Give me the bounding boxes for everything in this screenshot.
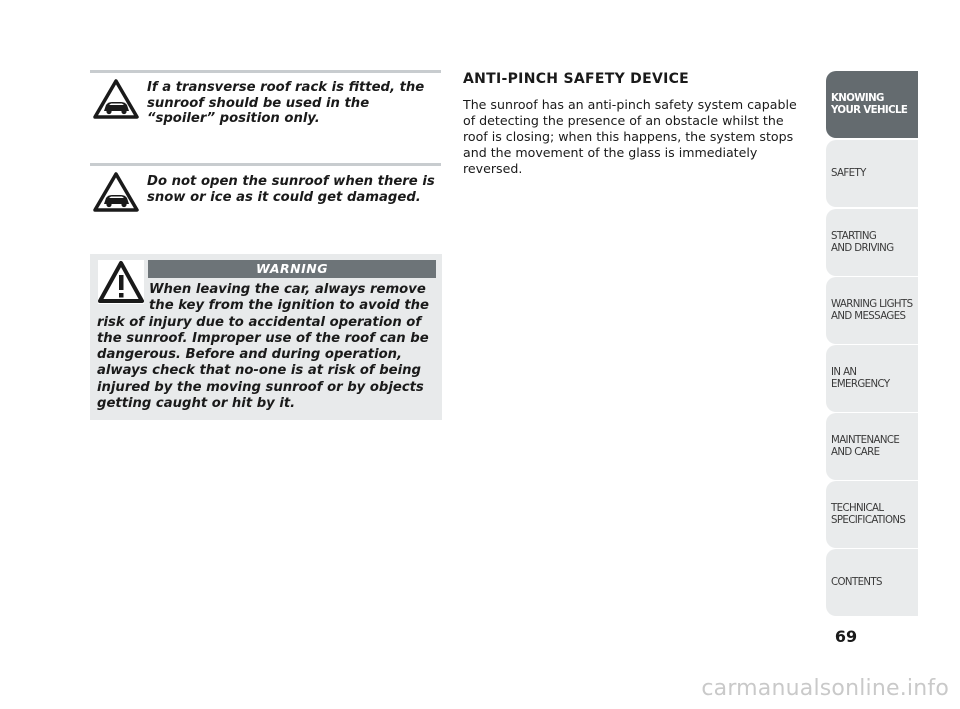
tab-warning-lights-and-messages[interactable]: WARNING LIGHTS AND MESSAGES xyxy=(826,277,918,344)
tab-contents[interactable]: CONTENTS xyxy=(826,549,918,616)
tab-starting-and-driving[interactable]: STARTING AND DRIVING xyxy=(826,209,918,276)
tab-knowing-your-vehicle[interactable]: KNOWING YOUR VEHICLE xyxy=(826,71,918,138)
note-2-text: Do not open the sunroof when there is snow or ice as it could get damaged. xyxy=(147,174,435,205)
page-number: 69 xyxy=(834,627,858,646)
note-2-rule xyxy=(90,163,441,166)
car-warning-icon xyxy=(93,171,139,213)
tab-in-an-emergency[interactable]: IN AN EMERGENCY xyxy=(826,345,918,412)
warning-label: WARNING xyxy=(148,260,436,278)
watermark: carmanualsonline.info xyxy=(701,676,949,701)
warning-box xyxy=(90,254,442,420)
section-body: The sunroof has an anti-pinch safety system capable of detecting the presence of an obstacle whilst the roof is closing; when this happens, the system stops and the movement of the glass is immediately reversed. xyxy=(463,97,797,176)
note-1-text: If a transverse roof rack is fitted, the sunroof should be used in the “spoiler” position only. xyxy=(147,80,425,127)
car-warning-icon xyxy=(93,78,139,120)
warning-text xyxy=(97,282,439,412)
tab-technical-specifications[interactable]: TECHNICAL SPECIFICATIONS xyxy=(826,481,918,548)
tab-maintenance-and-care[interactable]: MAINTENANCE AND CARE xyxy=(826,413,918,480)
note-1-rule xyxy=(90,70,441,73)
section-heading: ANTI-PINCH SAFETY DEVICE xyxy=(463,71,690,87)
warning-text-body: When leaving the car, always remove the key from the ignition to avoid the risk of injury due to accidental operation of the sunroof. Improper use of the roof can be dangerous. Before and during operation, always check that no-one is at risk of being injured by the moving sunroof or by objects getting caught or hit by it. xyxy=(97,282,429,412)
tab-safety[interactable]: SAFETY xyxy=(826,140,918,207)
